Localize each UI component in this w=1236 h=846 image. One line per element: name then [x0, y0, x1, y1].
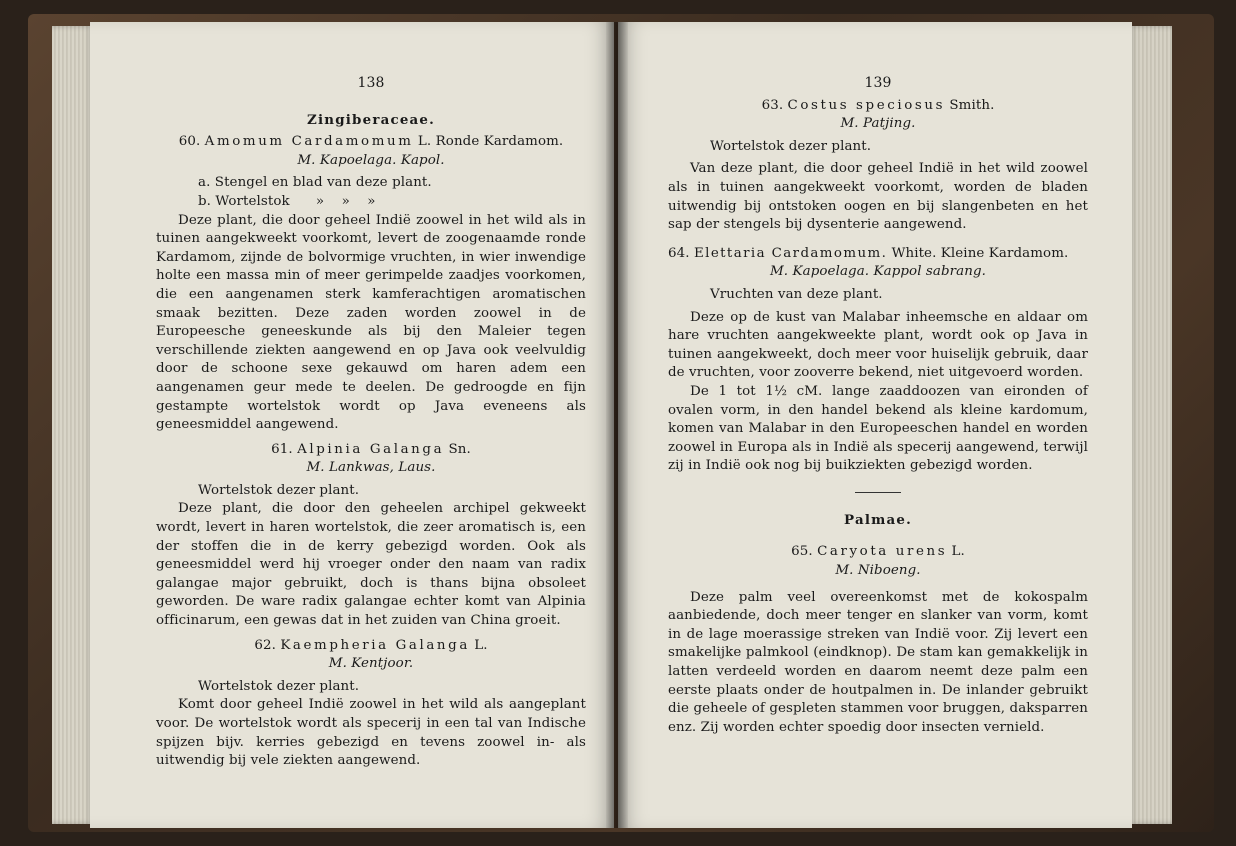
- malay-names-text: M. Kapoelaga. Kapol.: [297, 152, 445, 168]
- malay-names: [668, 263, 1088, 282]
- author-common-name: L.: [474, 637, 488, 653]
- author-common-name: White. Kleine Kardamom.: [891, 245, 1069, 261]
- entry-heading: [156, 133, 586, 152]
- entry-number: 60.: [178, 134, 201, 150]
- entry-text: Deze op de kust van Malabar inheemsche en aldaar om hare vruchten aangekweekte plant, wordt ook op Java in tuinen aangekweekt, doch meer voor huiselijk gebruik, daar de vruchten, voor zooverre bekend, niet uitgevoerd worden.: [668, 309, 1088, 381]
- part-item: Vruchten van deze plant.: [710, 286, 883, 302]
- entry-text: Komt door geheel Indië zoowel in het wild als aangeplant voor. De wortelstok wordt als specerij in een tal van Indische spijzen bijv. kerries gebezigd en tevens zoowel in- als uitwendig bij vele ziekten aangewend.: [156, 697, 586, 769]
- malay-names-text: M. Kentjoor.: [328, 656, 414, 672]
- scientific-name: Alpinia Galanga: [297, 441, 445, 457]
- malay-names: [156, 655, 586, 674]
- entry-text: Deze palm veel overeenkomst met de kokospalm aanbiedende, doch meer tenger en slanker van vorm, komt in de lage moerassige streken van Indië voor. Zij levert een smakelijke palmkool (eindknop). De stam kan gemakkelijk in latten verdeeld worden en daarom neemt deze palm een eerste plaats onder de houtpalmen in. De inlander gebruikt die geheele of gespleten stammen voor bruggen, daksparren enz. Zij worden echter spoedig door insecten vernield.: [668, 589, 1088, 735]
- part-item: b. Wortelstok » » »: [198, 193, 376, 209]
- malay-names-text: M. Lankwas, Laus.: [306, 460, 436, 476]
- page-edges-right: [1128, 26, 1172, 824]
- entry-number: 64.: [668, 245, 690, 261]
- scientific-name: Caryota urens: [817, 544, 948, 560]
- left-page-content: [156, 74, 586, 771]
- family-heading: Palmae.: [844, 511, 912, 528]
- family-heading: Zingiberaceae.: [307, 111, 435, 128]
- author-common-name: Sn.: [448, 441, 471, 457]
- part-item: Wortelstok dezer plant.: [710, 138, 872, 154]
- book-gutter: [606, 22, 628, 828]
- entry-heading: [668, 543, 1088, 562]
- part-item: a. Stengel en blad van deze plant.: [198, 175, 432, 191]
- scientific-name: Kaempheria Galanga: [280, 637, 470, 653]
- page-edges-left: [52, 26, 94, 824]
- section-divider: [855, 492, 901, 493]
- entry-heading: [156, 637, 586, 656]
- entry-number: 65.: [791, 544, 813, 560]
- malay-names: [668, 115, 1088, 134]
- entry-text: Deze plant, die door den geheelen archipel gekweekt wordt, levert in haren wortelstok, die zeer aromatisch is, een der stoffen die in de kerry gebezigd worden. Ook als geneesmiddel werd hij vroeger onder den naam van radix galangae major gebruikt, doch is thans bijna obsoleet geworden. De ware radix galangae echter komt van Alpinia officinarum, een gewas dat in het zuiden van China groeit.: [156, 501, 586, 629]
- page-number: 139: [864, 75, 892, 91]
- author-common-name: Smith.: [949, 97, 995, 113]
- scientific-name: Amomum Cardamomum: [204, 134, 414, 150]
- page-number: 138: [357, 75, 385, 91]
- malay-names-text: M. Kapoelaga. Kappol sabrang.: [770, 264, 986, 280]
- entry-heading: [668, 97, 1088, 116]
- part-item: Wortelstok dezer plant.: [198, 678, 360, 694]
- malay-names: [156, 152, 586, 171]
- right-page-content: [668, 74, 1088, 737]
- entry-number: 63.: [761, 97, 784, 113]
- entry-heading: [668, 245, 1088, 264]
- malay-names-text: M. Patjing.: [840, 116, 916, 132]
- entry-text: Deze plant, die door geheel Indië zoowel in het wild als in tuinen aangekweekt voorkomt, levert de zoogenaamde ronde Kardamom, zijnde de bolvormige vruchten, in wier inwendige holte een massa min of meer gerimpelde zaadjes voorkomen, die een aangenamen sterk kamferachtigen aromatischen smaak bezitten. Deze zaden worden zoowel in de Europeesche geneeskunde als bij den Maleier tegen verschillende ziekten aangewend en op Java ook veelvuldig door de schoone sexe gekauwd om haren adem een aangenamen geur mede te deelen. De gedroogde en fijn gestampte wortelstok wordt op Java eveneens als geneesmiddel aangewend.: [156, 212, 586, 433]
- malay-names-text: M. Niboeng.: [835, 563, 921, 579]
- entry-text: Van deze plant, die door geheel Indië in het wild zoowel als in tuinen aangekweekt voorkomt, worden de bladen uitwendig bij ontstoken oogen en bij slangenbeten en het sap der stengels bij dysenterie aangewend.: [668, 161, 1088, 233]
- malay-names: [156, 459, 586, 478]
- entry-number: 61.: [271, 441, 293, 457]
- scientific-name: Elettaria Cardamomum.: [693, 245, 888, 261]
- part-item: Wortelstok dezer plant.: [198, 482, 360, 498]
- author-common-name: L. Ronde Kardamom.: [417, 134, 564, 150]
- entry-number: 62.: [254, 637, 276, 653]
- right-page: [618, 22, 1132, 828]
- entry-text: De 1 tot 1½ cM. lange zaaddoozen van eironden of ovalen vorm, in den handel bekend als kleine kardomum, komen van Malabar in den Europeeschen handel en worden zoowel in Europa als in Indië als specerij aangewend, terwijl zij in Indië ook nog bij buikziekten gebezigd worden.: [668, 383, 1088, 474]
- malay-names: [668, 562, 1088, 581]
- author-common-name: L.: [951, 544, 965, 560]
- entry-heading: [156, 441, 586, 460]
- left-page: [90, 22, 614, 828]
- scientific-name: Costus speciosus: [787, 97, 946, 113]
